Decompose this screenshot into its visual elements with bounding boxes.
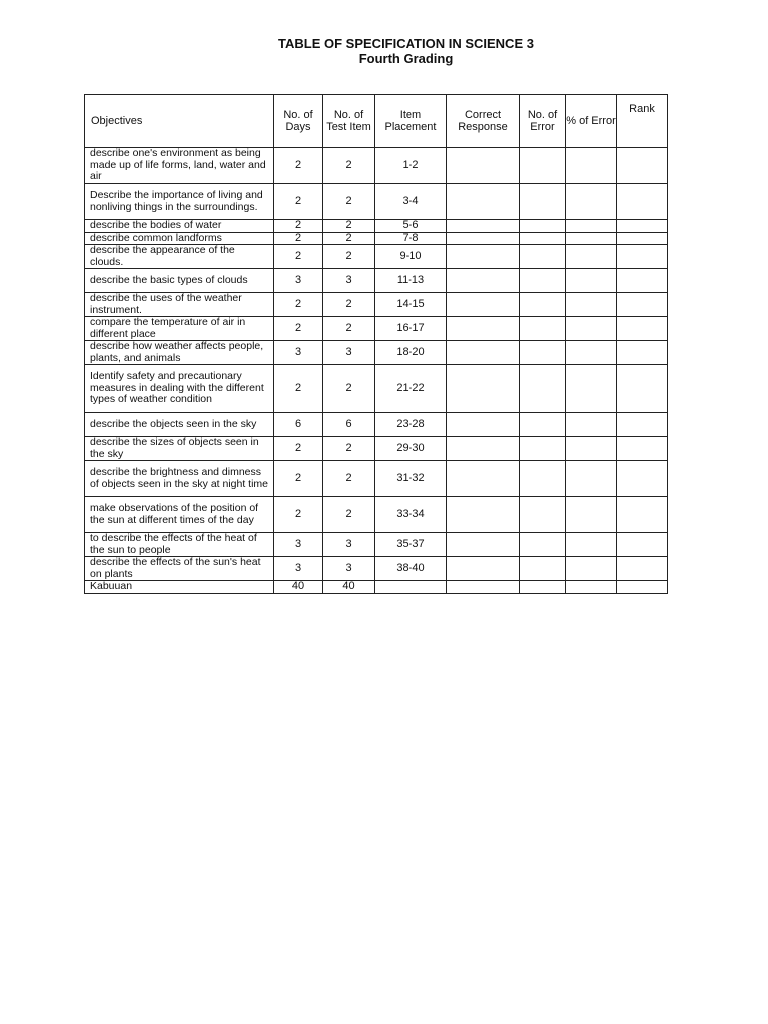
item-placement-cell: 11-13	[375, 269, 447, 293]
objective-cell: compare the temperature of air in different place	[85, 317, 274, 341]
no-of-error-cell	[520, 341, 566, 365]
table-row	[85, 245, 668, 269]
objective-cell: describe the uses of the weather instrument.	[85, 293, 274, 317]
percent-error-cell	[566, 317, 617, 341]
total-days: 40	[274, 581, 323, 594]
table-row	[85, 317, 668, 341]
header-objectives: Objectives	[85, 95, 274, 148]
objective-cell: describe common landforms	[85, 232, 274, 245]
no-of-error-cell	[520, 269, 566, 293]
rank-cell	[617, 413, 668, 437]
total-row	[85, 581, 668, 594]
total-percent-error	[566, 581, 617, 594]
table-row	[85, 148, 668, 184]
item-placement-cell: 16-17	[375, 317, 447, 341]
rank-cell	[617, 220, 668, 233]
total-items: 40	[323, 581, 375, 594]
days-cell: 2	[274, 220, 323, 233]
item-placement-cell: 33-34	[375, 497, 447, 533]
table-row	[85, 365, 668, 413]
days-cell: 2	[274, 148, 323, 184]
test-items-cell: 2	[323, 232, 375, 245]
no-of-error-cell	[520, 437, 566, 461]
item-placement-cell: 18-20	[375, 341, 447, 365]
rank-cell	[617, 293, 668, 317]
table-row	[85, 293, 668, 317]
percent-error-cell	[566, 232, 617, 245]
correct-response-cell	[447, 533, 520, 557]
correct-response-cell	[447, 365, 520, 413]
total-placement	[375, 581, 447, 594]
specification-table	[84, 94, 668, 594]
objective-cell: describe the sizes of objects seen in the sky	[85, 437, 274, 461]
no-of-error-cell	[520, 461, 566, 497]
rank-cell	[617, 232, 668, 245]
percent-error-cell	[566, 293, 617, 317]
rank-cell	[617, 557, 668, 581]
no-of-error-cell	[520, 245, 566, 269]
item-placement-cell: 7-8	[375, 232, 447, 245]
item-placement-cell: 14-15	[375, 293, 447, 317]
days-cell: 6	[274, 413, 323, 437]
days-cell: 3	[274, 341, 323, 365]
item-placement-cell: 23-28	[375, 413, 447, 437]
objective-cell: describe how weather affects people, plants, and animals	[85, 341, 274, 365]
test-items-cell: 2	[323, 365, 375, 413]
test-items-cell: 2	[323, 245, 375, 269]
table-row	[85, 341, 668, 365]
test-items-cell: 6	[323, 413, 375, 437]
document-subtitle: Fourth Grading	[358, 51, 454, 66]
table-row	[85, 269, 668, 293]
no-of-error-cell	[520, 413, 566, 437]
rank-cell	[617, 341, 668, 365]
rank-cell	[617, 533, 668, 557]
correct-response-cell	[447, 413, 520, 437]
header-percent-error: % of Error	[566, 95, 617, 148]
test-items-cell: 3	[323, 269, 375, 293]
rank-cell	[617, 148, 668, 184]
item-placement-cell: 31-32	[375, 461, 447, 497]
test-items-cell: 3	[323, 533, 375, 557]
test-items-cell: 2	[323, 148, 375, 184]
objective-cell: describe the objects seen in the sky	[85, 413, 274, 437]
item-placement-cell: 9-10	[375, 245, 447, 269]
header-item-placement: Item Placement	[375, 95, 447, 148]
total-correct	[447, 581, 520, 594]
test-items-cell: 3	[323, 557, 375, 581]
table-row	[85, 232, 668, 245]
percent-error-cell	[566, 533, 617, 557]
header-row	[85, 95, 668, 148]
test-items-cell: 2	[323, 317, 375, 341]
test-items-cell: 2	[323, 293, 375, 317]
correct-response-cell	[447, 437, 520, 461]
percent-error-cell	[566, 269, 617, 293]
rank-cell	[617, 461, 668, 497]
percent-error-cell	[566, 557, 617, 581]
percent-error-cell	[566, 365, 617, 413]
no-of-error-cell	[520, 293, 566, 317]
table-row	[85, 413, 668, 437]
percent-error-cell	[566, 220, 617, 233]
objective-cell: describe one's environment as being made up of life forms, land, water and air	[85, 148, 274, 184]
correct-response-cell	[447, 220, 520, 233]
correct-response-cell	[447, 184, 520, 220]
days-cell: 2	[274, 184, 323, 220]
correct-response-cell	[447, 461, 520, 497]
table-row	[85, 497, 668, 533]
total-rank	[617, 581, 668, 594]
table-row	[85, 184, 668, 220]
total-label: Kabuuan	[85, 581, 274, 594]
item-placement-cell: 5-6	[375, 220, 447, 233]
no-of-error-cell	[520, 184, 566, 220]
no-of-error-cell	[520, 365, 566, 413]
days-cell: 3	[274, 533, 323, 557]
no-of-error-cell	[520, 497, 566, 533]
rank-cell	[617, 437, 668, 461]
days-cell: 2	[274, 317, 323, 341]
test-items-cell: 2	[323, 220, 375, 233]
item-placement-cell: 29-30	[375, 437, 447, 461]
table-row	[85, 533, 668, 557]
rank-cell	[617, 497, 668, 533]
item-placement-cell: 21-22	[375, 365, 447, 413]
header-test-item: No. of Test Item	[323, 95, 375, 148]
objective-cell: Identify safety and precautionary measures in dealing with the different types of weather condition	[85, 365, 274, 413]
rank-cell	[617, 184, 668, 220]
item-placement-cell: 35-37	[375, 533, 447, 557]
test-items-cell: 2	[323, 497, 375, 533]
percent-error-cell	[566, 413, 617, 437]
test-items-cell: 3	[323, 341, 375, 365]
correct-response-cell	[447, 232, 520, 245]
test-items-cell: 2	[323, 437, 375, 461]
days-cell: 2	[274, 245, 323, 269]
objective-cell: make observations of the position of the sun at different times of the day	[85, 497, 274, 533]
document-title: TABLE OF SPECIFICATION IN SCIENCE 3	[278, 36, 534, 51]
no-of-error-cell	[520, 533, 566, 557]
no-of-error-cell	[520, 557, 566, 581]
rank-cell	[617, 269, 668, 293]
percent-error-cell	[566, 497, 617, 533]
correct-response-cell	[447, 269, 520, 293]
correct-response-cell	[447, 245, 520, 269]
correct-response-cell	[447, 148, 520, 184]
objective-cell: describe the basic types of clouds	[85, 269, 274, 293]
table-row	[85, 557, 668, 581]
test-items-cell: 2	[323, 461, 375, 497]
total-no-error	[520, 581, 566, 594]
table-body	[85, 148, 668, 594]
item-placement-cell: 3-4	[375, 184, 447, 220]
header-correct-response: Correct Response	[447, 95, 520, 148]
no-of-error-cell	[520, 317, 566, 341]
percent-error-cell	[566, 461, 617, 497]
item-placement-cell: 1-2	[375, 148, 447, 184]
percent-error-cell	[566, 148, 617, 184]
header-no-of-error: No. of Error	[520, 95, 566, 148]
table-row	[85, 437, 668, 461]
correct-response-cell	[447, 557, 520, 581]
percent-error-cell	[566, 437, 617, 461]
no-of-error-cell	[520, 148, 566, 184]
no-of-error-cell	[520, 220, 566, 233]
days-cell: 2	[274, 365, 323, 413]
days-cell: 2	[274, 293, 323, 317]
percent-error-cell	[566, 245, 617, 269]
percent-error-cell	[566, 341, 617, 365]
days-cell: 2	[274, 461, 323, 497]
rank-cell	[617, 365, 668, 413]
correct-response-cell	[447, 497, 520, 533]
test-items-cell: 2	[323, 184, 375, 220]
table-row	[85, 220, 668, 233]
correct-response-cell	[447, 317, 520, 341]
objective-cell: describe the appearance of the clouds.	[85, 245, 274, 269]
correct-response-cell	[447, 293, 520, 317]
objective-cell: to describe the effects of the heat of the sun to people	[85, 533, 274, 557]
objective-cell: describe the bodies of water	[85, 220, 274, 233]
days-cell: 2	[274, 437, 323, 461]
rank-cell	[617, 317, 668, 341]
days-cell: 2	[274, 232, 323, 245]
days-cell: 3	[274, 269, 323, 293]
rank-cell	[617, 245, 668, 269]
percent-error-cell	[566, 184, 617, 220]
item-placement-cell: 38-40	[375, 557, 447, 581]
header-rank: Rank	[617, 95, 668, 148]
header-days: No. of Days	[274, 95, 323, 148]
objective-cell: Describe the importance of living and nonliving things in the surroundings.	[85, 184, 274, 220]
objective-cell: describe the effects of the sun's heat on plants	[85, 557, 274, 581]
no-of-error-cell	[520, 232, 566, 245]
days-cell: 2	[274, 497, 323, 533]
correct-response-cell	[447, 341, 520, 365]
table-row	[85, 461, 668, 497]
objective-cell: describe the brightness and dimness of objects seen in the sky at night time	[85, 461, 274, 497]
days-cell: 3	[274, 557, 323, 581]
